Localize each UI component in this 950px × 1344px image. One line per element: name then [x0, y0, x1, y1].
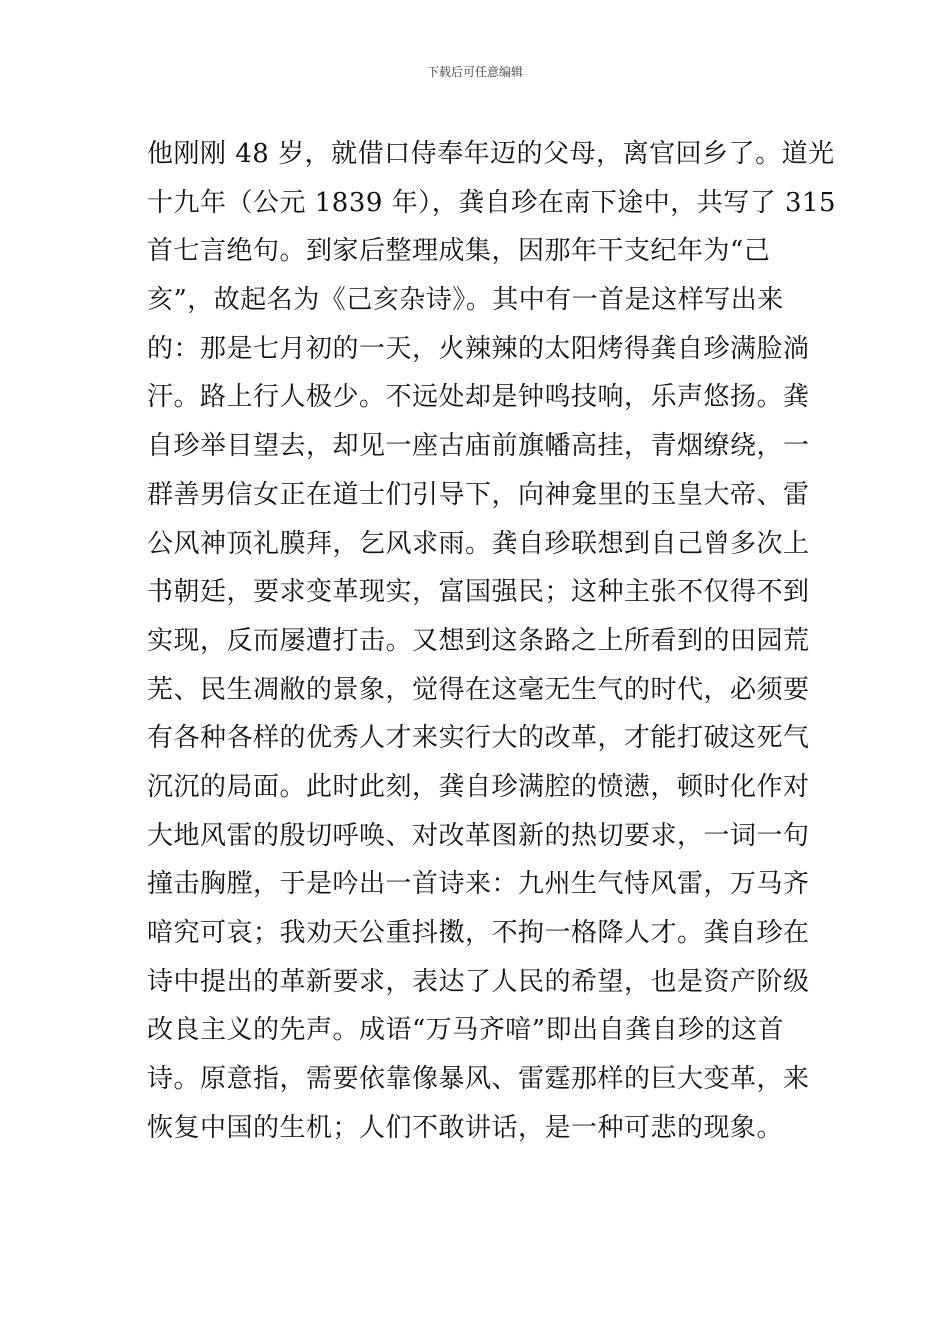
text-line: 有各种各样的优秀人才来实行大的改革，才能打破这死气 [147, 723, 810, 754]
text-line: 首七言绝句。到家后整理成集，因那年干支纪年为“己 [147, 236, 771, 267]
text-line: 汗。路上行人极少。不远处却是钟鸣技响，乐声悠扬。龚 [147, 382, 810, 413]
text-line: 沉沉的局面。此时此刻，龚自珍满腔的愤懑，顿时化作对 [147, 771, 810, 802]
text-line: 实现，反而屡遭打击。又想到这条路之上所看到的田园荒 [147, 625, 810, 656]
text-line: 亥”，故起名为《己亥杂诗》。其中有一首是这样写出来 [147, 285, 784, 316]
text-line: 书朝廷，要求变革现实，富国强民；这种主张不仅得不到 [147, 577, 810, 608]
text-line: 改良主义的先声。成语“万马齐喑”即出自龚自珍的这首 [147, 1015, 785, 1046]
text-line: 诗。原意指，需要依靠像暴风、雷霆那样的巨大变革，来 [147, 1064, 810, 1095]
text-line: 撞击胸膛，于是吟出一首诗来：九州生气恃风雷，万马齐 [147, 869, 810, 900]
text-line: 的：那是七月初的一天，火辣辣的太阳烤得龚自珍满脸淌 [147, 333, 810, 364]
text-line: 恢复中国的生机；人们不敢讲话，是一种可悲的现象。 [147, 1112, 784, 1143]
text-line: 诗中提出的革新要求，表达了人民的希望，也是资产阶级 [147, 966, 810, 997]
text-line: 他刚刚 48 岁，就借口侍奉年迈的父母，离官回乡了。道光 [147, 139, 835, 169]
text-line: 公风神顶礼膜拜，乞风求雨。龚自珍联想到自己曾多次上 [147, 528, 810, 559]
text-line: 十九年（公元 1839 年），龚自珍在南下途中，共写了 315 [147, 187, 837, 218]
body-text [147, 130, 837, 1152]
text-line: 大地风雷的殷切呼唤、对改革图新的热切要求，一词一句 [147, 820, 810, 851]
text-line: 群善男信女正在道士们引导下，向神龛里的玉皇大帝、雷 [147, 479, 810, 510]
page-header: 下载后可任意编辑 [426, 65, 523, 79]
text-line: 自珍举目望去，却见一座古庙前旗幡高挂，青烟缭绕，一 [147, 431, 810, 462]
text-line: 芜、民生凋敝的景象，觉得在这毫无生气的时代，必须要 [147, 674, 810, 705]
text-line: 喑究可哀；我劝天公重抖擞，不拘一格降人才。龚自珍在 [147, 918, 810, 948]
